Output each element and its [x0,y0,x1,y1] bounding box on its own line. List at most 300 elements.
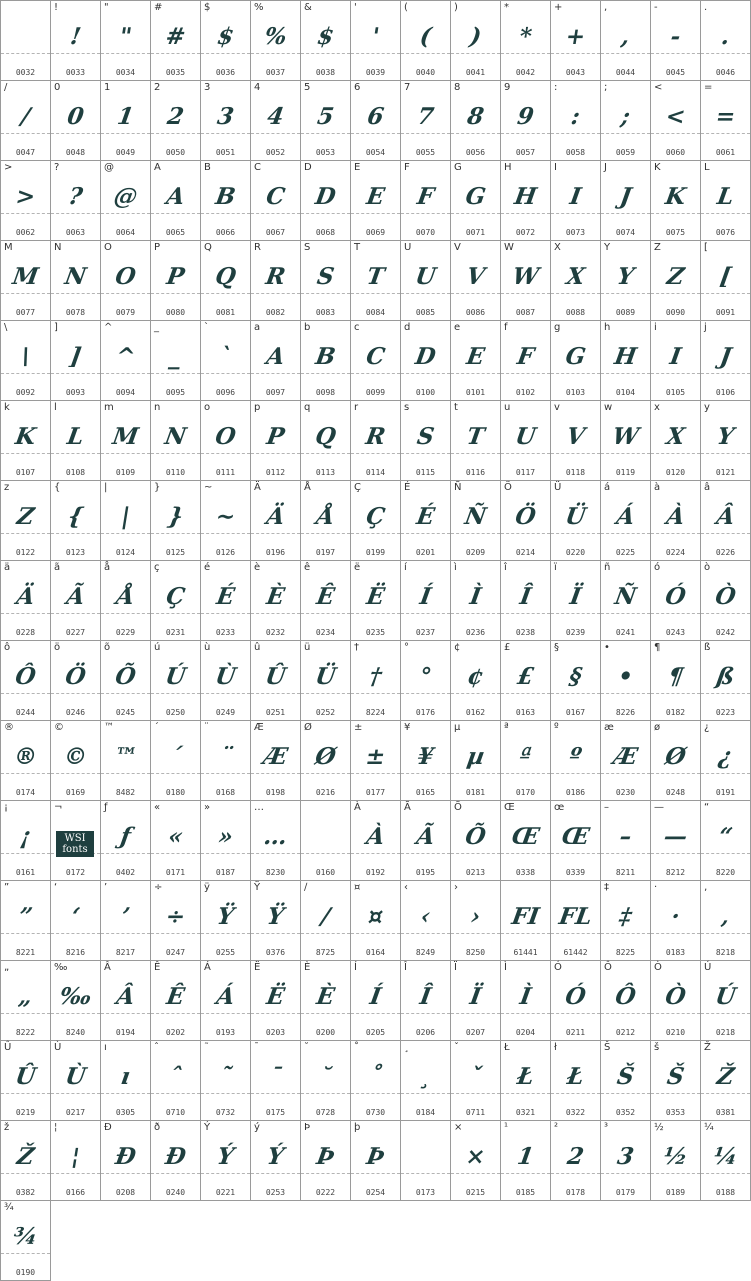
character-code: 0122 [15,548,36,557]
glyph-cell[interactable] [200,400,251,481]
glyph-cell[interactable] [600,240,651,321]
glyph-cell[interactable] [550,320,601,401]
glyph-cell[interactable] [100,400,151,481]
glyph-cell[interactable] [300,960,351,1041]
glyph-cell[interactable] [100,80,151,161]
glyph-cell[interactable] [650,800,701,881]
glyph-cell[interactable] [100,640,151,721]
glyph-cell[interactable] [550,480,601,561]
glyph-cell[interactable] [350,800,401,881]
glyph-cell[interactable] [50,1040,101,1121]
glyph-cell[interactable] [350,1040,401,1121]
glyph-cell[interactable] [400,560,451,641]
glyph-cell[interactable] [300,320,351,401]
glyph-cell[interactable] [50,960,101,1041]
glyph-cell[interactable] [700,800,751,881]
character-code: 0234 [315,628,336,637]
character-label: ( [404,2,408,13]
character-label: ] [54,322,58,333]
glyph-cell[interactable] [350,960,401,1041]
character-code: 0732 [215,1108,236,1117]
glyph-cell[interactable] [250,400,301,481]
character-label: Ë [254,962,261,973]
glyph-cell[interactable] [400,400,451,481]
glyph-cell[interactable] [700,160,751,241]
glyph-cell[interactable] [350,560,401,641]
glyph-cell[interactable] [500,960,551,1041]
glyph-cell[interactable] [150,0,201,81]
glyph-sample: Ý [215,1143,236,1170]
character-code: 0184 [415,1108,436,1117]
glyph-cell[interactable] [50,0,101,81]
glyph-cell[interactable] [250,480,301,561]
glyph-cell[interactable] [650,80,701,161]
glyph-cell[interactable] [200,640,251,721]
glyph-cell[interactable] [450,1040,501,1121]
glyph-cell[interactable] [450,480,501,561]
glyph-cell[interactable] [0,1200,51,1281]
glyph-sample: “ [716,823,735,850]
glyph-cell[interactable] [300,400,351,481]
glyph-cell[interactable] [200,80,251,161]
glyph-cell[interactable] [400,160,451,241]
glyph-cell[interactable] [300,240,351,321]
glyph-cell[interactable] [300,1040,351,1121]
character-code: 0178 [565,1188,586,1197]
glyph-cell[interactable] [200,1040,251,1121]
glyph-sample: FL [557,903,594,930]
glyph-sample: 8 [465,103,486,130]
glyph-cell[interactable] [450,0,501,81]
glyph-cell[interactable] [0,480,51,561]
glyph-cell[interactable] [650,880,701,961]
glyph-cell[interactable] [0,160,51,241]
glyph-cell[interactable] [700,960,751,1041]
glyph-sample: 1 [115,103,136,130]
glyph-cell[interactable] [250,800,301,881]
glyph-cell[interactable] [250,720,301,801]
glyph-cell[interactable] [500,400,551,481]
glyph-cell[interactable] [300,560,351,641]
glyph-cell[interactable] [50,560,101,641]
character-label: @ [104,162,114,173]
glyph-cell[interactable] [650,320,701,401]
glyph-cell[interactable] [150,720,201,801]
glyph-cell[interactable] [300,800,351,881]
glyph-sample: § [567,663,584,690]
glyph-cell[interactable] [650,960,701,1041]
character-label: o [204,402,211,413]
glyph-cell[interactable] [550,560,601,641]
glyph-cell[interactable] [500,640,551,721]
glyph-cell[interactable] [150,1120,201,1201]
glyph-cell[interactable] [50,640,101,721]
glyph-cell[interactable] [700,0,751,81]
glyph-cell[interactable] [350,720,401,801]
glyph-cell[interactable] [600,640,651,721]
glyph-cell[interactable] [100,1040,151,1121]
glyph-cell[interactable] [300,1120,351,1201]
glyph-cell[interactable] [700,80,751,161]
glyph-cell[interactable] [350,80,401,161]
glyph-cell[interactable] [350,480,401,561]
glyph-cell[interactable] [200,160,251,241]
glyph-sample: Û [13,1063,38,1090]
glyph-cell[interactable] [0,1040,51,1121]
character-label: ü [304,642,311,653]
glyph-cell[interactable] [500,560,551,641]
glyph-cell[interactable] [150,640,201,721]
glyph-cell[interactable] [150,480,201,561]
glyph-cell[interactable] [500,1040,551,1121]
glyph-cell[interactable] [150,1040,201,1121]
character-label: Ð [104,1122,112,1133]
glyph-cell[interactable] [600,560,651,641]
glyph-cell[interactable] [0,720,51,801]
glyph-sample: E [464,343,487,370]
glyph-cell[interactable] [450,960,501,1041]
glyph-cell[interactable] [700,400,751,481]
glyph-cell[interactable] [700,1120,751,1201]
glyph-cell[interactable] [350,320,401,401]
glyph-cell[interactable] [400,960,451,1041]
glyph-cell[interactable] [600,960,651,1041]
glyph-cell[interactable] [400,880,451,961]
glyph-cell[interactable] [650,480,701,561]
glyph-cell[interactable] [450,160,501,241]
glyph-cell[interactable] [50,80,101,161]
glyph-cell[interactable] [700,560,751,641]
glyph-cell[interactable] [100,560,151,641]
glyph-cell[interactable] [550,80,601,161]
glyph-cell[interactable] [600,400,651,481]
character-label: ‘ [54,882,58,893]
glyph-cell[interactable] [500,720,551,801]
character-code: 0104 [615,388,636,397]
glyph-cell[interactable] [150,400,201,481]
character-label: Ï [454,962,457,973]
glyph-cell[interactable] [450,240,501,321]
glyph-cell[interactable] [200,720,251,801]
glyph-cell[interactable] [250,960,301,1041]
character-code: 0242 [715,628,736,637]
glyph-cell[interactable] [200,0,251,81]
glyph-cell[interactable] [200,1120,251,1201]
glyph-cell[interactable] [150,960,201,1041]
glyph-cell[interactable] [600,80,651,161]
glyph-cell[interactable] [400,1120,451,1201]
glyph-cell[interactable] [300,480,351,561]
glyph-cell[interactable] [350,0,401,81]
glyph-sample: È [314,983,337,1010]
glyph-cell[interactable] [400,240,451,321]
glyph-sample: G [463,183,488,210]
character-label: L [704,162,710,173]
character-code: 0088 [565,308,586,317]
glyph-sample: Î [418,983,434,1010]
glyph-cell[interactable] [150,560,201,641]
glyph-sample: ¶ [666,663,686,690]
glyph-cell[interactable] [100,720,151,801]
glyph-cell[interactable] [550,800,601,881]
glyph-cell[interactable] [0,960,51,1041]
character-label: [ [704,242,708,253]
glyph-cell[interactable] [650,560,701,641]
character-code: 0086 [465,308,486,317]
glyph-cell[interactable] [550,880,601,961]
character-code: 0209 [465,548,486,557]
character-label: T [354,242,361,253]
glyph-cell[interactable] [450,720,501,801]
glyph-sample: Ç [164,583,187,610]
glyph-cell[interactable] [0,1120,51,1201]
glyph-cell[interactable] [550,160,601,241]
character-label: ž [4,1122,10,1133]
glyph-cell[interactable] [600,320,651,401]
character-label: ` [204,322,209,333]
glyph-cell[interactable] [550,1040,601,1121]
glyph-cell[interactable] [0,80,51,161]
glyph-cell[interactable] [400,320,451,401]
glyph-cell[interactable] [700,480,751,561]
glyph-cell[interactable] [700,880,751,961]
glyph-cell[interactable] [50,480,101,561]
glyph-cell[interactable] [400,0,451,81]
glyph-cell[interactable] [700,320,751,401]
glyph-cell[interactable] [100,960,151,1041]
glyph-cell[interactable] [250,560,301,641]
character-code: 0173 [415,1188,436,1197]
character-code: 8221 [15,948,36,957]
character-code: 0065 [165,228,186,237]
glyph-cell[interactable] [50,800,101,881]
glyph-cell[interactable] [200,320,251,401]
glyph-cell[interactable] [150,80,201,161]
character-code: 0186 [565,788,586,797]
glyph-cell[interactable] [500,160,551,241]
glyph-cell[interactable] [450,560,501,641]
glyph-cell[interactable] [600,800,651,881]
character-label: I [554,162,557,173]
glyph-cell[interactable] [350,1120,401,1201]
glyph-cell[interactable] [0,880,51,961]
glyph-sample: Y [715,423,736,450]
glyph-cell[interactable] [200,880,251,961]
glyph-cell[interactable] [700,1040,751,1121]
glyph-cell[interactable] [50,1120,101,1201]
glyph-cell[interactable] [50,320,101,401]
glyph-cell[interactable] [300,160,351,241]
glyph-cell[interactable] [250,880,301,961]
glyph-sample: ‰ [57,983,94,1010]
glyph-cell[interactable] [450,800,501,881]
glyph-cell[interactable] [450,880,501,961]
character-code: 0101 [465,388,486,397]
glyph-cell[interactable] [250,640,301,721]
character-label: ƒ [104,802,108,813]
glyph-cell[interactable] [600,880,651,961]
glyph-cell[interactable] [350,640,401,721]
glyph-cell[interactable] [0,240,51,321]
glyph-cell[interactable] [600,720,651,801]
glyph-cell[interactable] [350,400,401,481]
glyph-sample: J [617,183,634,210]
glyph-cell[interactable] [450,80,501,161]
glyph-cell[interactable] [650,640,701,721]
glyph-cell[interactable] [200,960,251,1041]
glyph-cell[interactable] [300,720,351,801]
glyph-cell[interactable] [400,480,451,561]
glyph-cell[interactable] [250,1040,301,1121]
glyph-cell[interactable] [0,320,51,401]
character-code: 0126 [215,548,236,557]
glyph-cell[interactable] [300,0,351,81]
glyph-cell[interactable] [400,720,451,801]
glyph-cell[interactable] [450,320,501,401]
glyph-cell[interactable] [100,480,151,561]
character-label: á [604,482,611,493]
glyph-cell[interactable] [150,800,201,881]
character-code: 0223 [715,708,736,717]
glyph-cell[interactable] [200,240,251,321]
glyph-cell[interactable] [400,800,451,881]
glyph-cell[interactable] [100,0,151,81]
glyph-cell[interactable] [150,880,201,961]
glyph-cell[interactable] [600,480,651,561]
glyph-cell[interactable] [550,240,601,321]
character-code: 0251 [265,708,286,717]
character-code: 0229 [115,628,136,637]
glyph-cell[interactable] [450,640,501,721]
character-code: 0247 [165,948,186,957]
glyph-cell[interactable] [0,800,51,881]
glyph-cell[interactable] [200,800,251,881]
glyph-cell[interactable] [400,640,451,721]
glyph-sample: Ä [14,583,37,610]
glyph-cell[interactable] [400,80,451,161]
glyph-cell[interactable] [550,400,601,481]
glyph-sample: Ë [364,583,387,610]
glyph-cell[interactable] [500,800,551,881]
glyph-cell[interactable] [550,960,601,1041]
glyph-cell[interactable] [50,160,101,241]
glyph-cell[interactable] [700,640,751,721]
character-label: E [354,162,361,173]
character-code: 8220 [715,868,736,877]
glyph-cell[interactable] [250,80,301,161]
glyph-cell[interactable] [100,160,151,241]
glyph-cell[interactable] [500,0,551,81]
glyph-cell[interactable] [600,1120,651,1201]
glyph-sample: Ú [713,983,738,1010]
glyph-cell[interactable] [650,1040,701,1121]
glyph-cell[interactable] [350,240,401,321]
character-code: 0163 [515,708,536,717]
glyph-cell[interactable] [250,0,301,81]
glyph-cell[interactable] [100,320,151,401]
glyph-cell[interactable] [50,240,101,321]
glyph-cell[interactable] [500,480,551,561]
character-code: 0190 [15,1268,36,1277]
glyph-sample: R [263,263,288,290]
glyph-cell[interactable] [250,1120,301,1201]
glyph-cell[interactable] [200,480,251,561]
character-label: z [4,482,10,493]
glyph-cell[interactable] [50,880,101,961]
glyph-cell[interactable] [550,1120,601,1201]
glyph-cell[interactable] [450,1120,501,1201]
glyph-cell[interactable] [0,640,51,721]
glyph-cell[interactable] [250,240,301,321]
glyph-cell[interactable] [600,160,651,241]
glyph-cell[interactable] [250,160,301,241]
glyph-cell[interactable] [650,240,701,321]
glyph-cell[interactable] [650,1120,701,1201]
glyph-cell[interactable] [550,0,601,81]
glyph-cell[interactable] [150,160,201,241]
glyph-cell[interactable] [500,80,551,161]
glyph-sample: H [612,343,639,370]
glyph-cell[interactable] [250,320,301,401]
character-label: ç [154,562,160,573]
glyph-cell[interactable] [100,880,151,961]
glyph-cell[interactable] [100,1120,151,1201]
glyph-cell[interactable] [100,240,151,321]
character-label: ° [404,642,409,653]
glyph-cell[interactable] [650,160,701,241]
glyph-sample: _ [167,343,184,370]
glyph-cell[interactable] [500,880,551,961]
glyph-cell[interactable] [500,240,551,321]
glyph-cell[interactable] [350,880,401,961]
character-label: _ [154,322,159,333]
glyph-cell[interactable] [700,240,751,321]
glyph-cell[interactable] [0,400,51,481]
character-code: 0212 [615,1028,636,1037]
glyph-cell[interactable] [650,400,701,481]
glyph-cell[interactable] [450,400,501,481]
glyph-cell[interactable] [0,560,51,641]
glyph-cell[interactable] [350,160,401,241]
glyph-cell[interactable] [50,720,101,801]
glyph-cell[interactable] [500,320,551,401]
glyph-cell[interactable] [300,880,351,961]
glyph-cell[interactable] [300,80,351,161]
glyph-sample: W [510,263,541,290]
glyph-cell[interactable] [150,320,201,401]
glyph-cell[interactable] [600,1040,651,1121]
glyph-cell[interactable] [400,1040,451,1121]
glyph-cell[interactable] [500,1120,551,1201]
glyph-cell[interactable] [650,720,701,801]
glyph-cell[interactable] [150,240,201,321]
glyph-cell[interactable] [100,800,151,881]
glyph-cell[interactable] [650,0,701,81]
glyph-cell[interactable] [550,720,601,801]
character-code: 0195 [415,868,436,877]
glyph-sample: A [164,183,187,210]
character-label: • [604,642,610,653]
glyph-cell[interactable] [550,640,601,721]
character-label: c [354,322,360,333]
glyph-sample: ˆ [167,1063,184,1090]
glyph-cell[interactable] [700,720,751,801]
glyph-cell[interactable] [600,0,651,81]
glyph-cell[interactable] [0,0,51,81]
glyph-cell[interactable] [50,400,101,481]
glyph-cell[interactable] [200,560,251,641]
glyph-cell[interactable] [300,640,351,721]
